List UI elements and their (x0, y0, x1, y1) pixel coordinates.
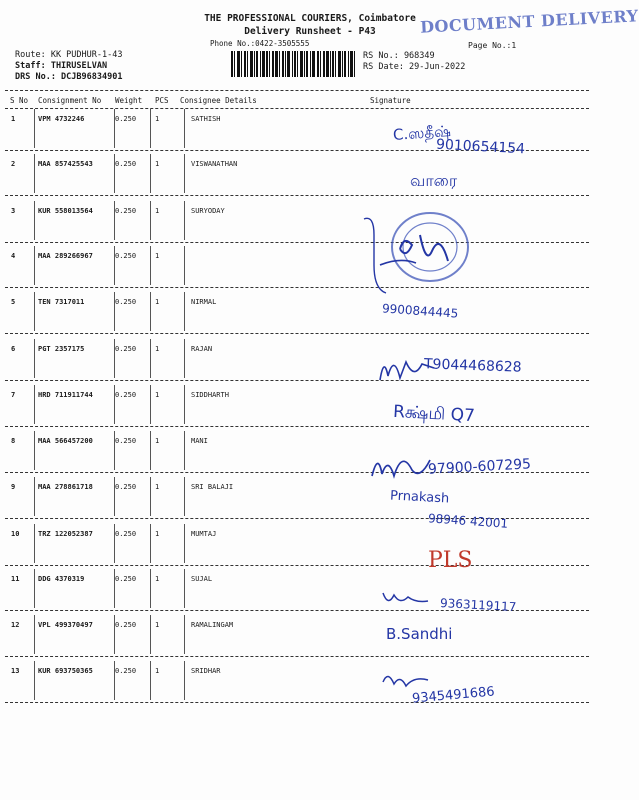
column-divider (114, 292, 115, 331)
signature-8 (368, 450, 434, 484)
cell-sno: 10 (11, 530, 20, 538)
runsheet-info (363, 51, 465, 73)
column-divider (114, 431, 115, 470)
cell-pcs: 1 (155, 207, 160, 215)
cell-consignee: SRI BALAJI (191, 483, 234, 491)
cell-pcs: 1 (155, 483, 160, 491)
signature-6-phone: T9044468628 (423, 356, 522, 376)
signature-1-phone: 9010654154 (435, 136, 526, 158)
document-delivery-stamp: DOCUMENT DELIVERY (419, 6, 639, 37)
column-divider (114, 385, 115, 424)
cell-pcs: 1 (155, 437, 160, 445)
cell-sno: 13 (11, 667, 20, 675)
column-divider (34, 154, 35, 193)
column-divider (34, 569, 35, 608)
drs-line: DRS No.: DCJB96834901 (15, 72, 123, 82)
cell-pcs: 1 (155, 298, 160, 306)
phone-number: Phone No.:0422-3505555 (210, 39, 310, 48)
column-divider (184, 339, 185, 378)
cell-pcs: 1 (155, 621, 160, 629)
cell-weight: 0.250 (115, 160, 137, 168)
column-divider (34, 385, 35, 424)
company-name: THE PROFESSIONAL COURIERS, Coimbatore (204, 13, 416, 24)
cell-consignment-no: DDG 4370319 (38, 575, 85, 583)
column-divider (150, 524, 151, 563)
cell-consignment-no: MAA 857425543 (38, 160, 93, 168)
cell-weight: 0.250 (115, 115, 137, 123)
cell-pcs: 1 (155, 575, 160, 583)
column-divider (184, 292, 185, 331)
col-header-sno: S No (10, 96, 29, 105)
cell-weight: 0.250 (115, 437, 137, 445)
column-divider (150, 292, 151, 331)
column-divider (34, 661, 35, 700)
cell-consignment-no: MAA 278861718 (38, 483, 93, 491)
cell-consignment-no: MAA 289266967 (38, 252, 93, 260)
runsheet-title: Delivery Runsheet - P43 (244, 26, 376, 37)
signature-2: வாரை (410, 171, 458, 190)
cell-consignee: RAJAN (191, 345, 213, 353)
column-divider (184, 109, 185, 148)
signature-9-phone: 98946 42001 (427, 511, 509, 531)
signature-11-phone: 9363119117 (439, 596, 517, 614)
signature-11 (380, 585, 432, 611)
column-divider (150, 385, 151, 424)
cell-sno: 5 (11, 298, 16, 306)
signature-5-phone: 9900844445 (381, 301, 459, 321)
signature-10: PLS (428, 548, 473, 573)
cell-pcs: 1 (155, 530, 160, 538)
company-seal-stamp (360, 205, 505, 297)
cell-pcs: 1 (155, 160, 160, 168)
cell-sno: 2 (11, 160, 16, 168)
column-divider (150, 201, 151, 240)
signature-13 (380, 668, 432, 692)
column-divider (114, 615, 115, 654)
cell-consignee: VISWANATHAN (191, 160, 238, 168)
cell-pcs: 1 (155, 115, 160, 123)
cell-weight: 0.250 (115, 483, 137, 491)
cell-consignment-no: HRD 711911744 (38, 391, 93, 399)
col-header-weight: Weight (115, 96, 143, 105)
cell-consignee: MANI (191, 437, 208, 445)
cell-pcs: 1 (155, 345, 160, 353)
cell-sno: 6 (11, 345, 16, 353)
cell-consignee: RAMALINGAM (191, 621, 234, 629)
column-divider (34, 339, 35, 378)
column-divider (150, 615, 151, 654)
column-divider (114, 524, 115, 563)
cell-pcs: 1 (155, 252, 160, 260)
signature-8-phone: 97900-607295 (427, 456, 532, 478)
staff-line: Staff: THIRUSELVAN (15, 61, 108, 71)
cell-consignment-no: PGT 2357175 (38, 345, 85, 353)
cell-consignment-no: MAA 566457200 (38, 437, 93, 445)
column-divider (184, 524, 185, 563)
column-divider (150, 339, 151, 378)
cell-consignee: SUJAL (191, 575, 213, 583)
column-divider (114, 569, 115, 608)
cell-consignment-no: KUR 558013564 (38, 207, 93, 215)
column-divider (114, 109, 115, 148)
col-header-signature: Signature (370, 96, 411, 105)
cell-consignment-no: KUR 693750365 (38, 667, 93, 675)
cell-consignee: SIDDHARTH (191, 391, 229, 399)
cell-consignment-no: TEN 7317011 (38, 298, 85, 306)
column-divider (34, 477, 35, 516)
cell-consignee: SATHISH (191, 115, 221, 123)
cell-weight: 0.250 (115, 530, 137, 538)
column-divider (150, 477, 151, 516)
cell-consignee: NIRMAL (191, 298, 217, 306)
column-divider (184, 201, 185, 240)
cell-sno: 7 (11, 391, 16, 399)
document-title (180, 12, 440, 38)
signature-12: B.Sandhi (386, 625, 453, 643)
cell-consignee: MUMTAJ (191, 530, 217, 538)
row-separator (5, 426, 589, 427)
column-divider (184, 661, 185, 700)
cell-sno: 8 (11, 437, 16, 445)
cell-weight: 0.250 (115, 298, 137, 306)
cell-weight: 0.250 (115, 345, 137, 353)
barcode (231, 51, 355, 77)
column-divider (114, 661, 115, 700)
cell-weight: 0.250 (115, 621, 137, 629)
cell-consignment-no: TRZ 122052387 (38, 530, 93, 538)
signature-13-phone: 9345491686 (411, 684, 496, 707)
col-header-pcs: PCS (155, 96, 169, 105)
header-bottom-rule (5, 108, 589, 109)
signature-9: Prnakash (389, 488, 450, 507)
column-divider (114, 339, 115, 378)
column-divider (150, 431, 151, 470)
row-separator (5, 656, 589, 657)
cell-sno: 9 (11, 483, 16, 491)
cell-sno: 12 (11, 621, 20, 629)
column-divider (184, 431, 185, 470)
column-divider (34, 292, 35, 331)
col-header-consignee: Consignee Details (180, 96, 257, 105)
rs-number: RS No.: 968349 (363, 51, 435, 61)
signature-1: C.ஸதீஷ் (392, 122, 452, 145)
route-line: Route: KK PUDHUR-1-43 (15, 50, 123, 60)
column-divider (150, 246, 151, 285)
cell-weight: 0.250 (115, 252, 137, 260)
cell-weight: 0.250 (115, 575, 137, 583)
row-separator (5, 380, 589, 381)
cell-weight: 0.250 (115, 391, 137, 399)
column-divider (184, 246, 185, 285)
column-divider (114, 477, 115, 516)
cell-sno: 3 (11, 207, 16, 215)
column-divider (184, 615, 185, 654)
column-divider (184, 569, 185, 608)
page-number: Page No.:1 (468, 41, 517, 50)
column-divider (34, 431, 35, 470)
cell-consignment-no: VPM 4732246 (38, 115, 85, 123)
column-divider (34, 615, 35, 654)
column-divider (34, 109, 35, 148)
column-divider (150, 154, 151, 193)
column-divider (150, 109, 151, 148)
cell-consignee: SURYODAY (191, 207, 225, 215)
cell-sno: 11 (11, 575, 20, 583)
column-divider (150, 569, 151, 608)
header-top-rule (5, 90, 589, 91)
column-divider (114, 154, 115, 193)
column-divider (184, 154, 185, 193)
row-separator (5, 702, 589, 703)
cell-consignment-no: VPL 499370497 (38, 621, 93, 629)
signature-7: Rக்ஷ்மி Q7 (392, 401, 476, 427)
cell-consignee: SRIDHAR (191, 667, 221, 675)
rs-date: RS Date: 29-Jun-2022 (363, 62, 466, 72)
row-separator (5, 195, 589, 196)
column-divider (184, 477, 185, 516)
cell-sno: 4 (11, 252, 16, 260)
route-info (15, 50, 122, 83)
cell-sno: 1 (11, 115, 16, 123)
row-separator (5, 333, 589, 334)
cell-pcs: 1 (155, 391, 160, 399)
cell-pcs: 1 (155, 667, 160, 675)
column-divider (114, 201, 115, 240)
column-divider (184, 385, 185, 424)
column-divider (114, 246, 115, 285)
row-separator (5, 565, 589, 566)
column-divider (34, 246, 35, 285)
cell-weight: 0.250 (115, 667, 137, 675)
column-divider (34, 524, 35, 563)
column-divider (34, 201, 35, 240)
column-divider (150, 661, 151, 700)
col-header-consignment: Consignment No (38, 96, 102, 105)
cell-weight: 0.250 (115, 207, 137, 215)
